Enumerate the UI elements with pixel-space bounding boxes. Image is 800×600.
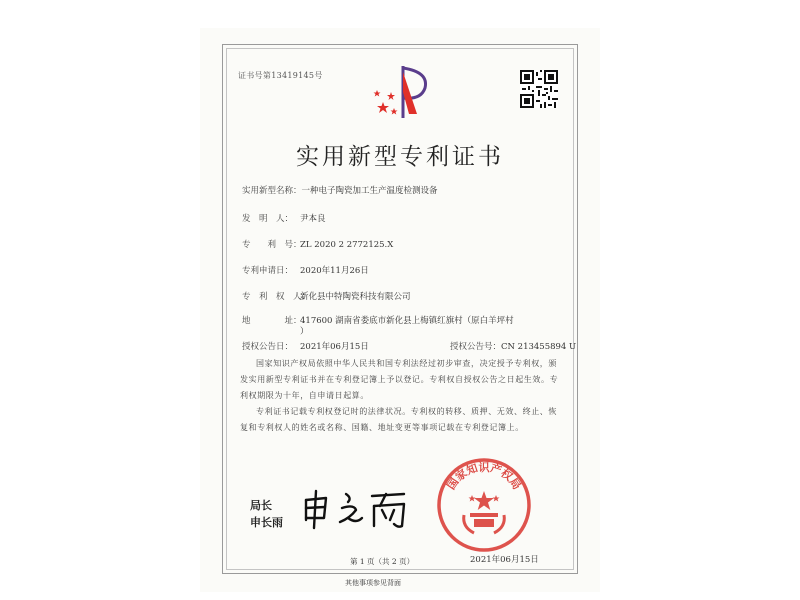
footer-note: 其他事项参见背面 <box>345 579 401 587</box>
field-label: 实用新型名称： <box>242 186 302 196</box>
field-label: 授权公告号： <box>450 342 502 352</box>
field-row-application-date <box>242 264 369 276</box>
field-row-announcement <box>242 340 576 352</box>
legal-status-paragraph: 专利证书记载专利权登记时的法律状况。专利权的转移、质押、无效、终止、恢复和专利权人的姓名或名称、国籍、地址变更等事项记载在专利登记簿上。 <box>240 407 557 432</box>
cnipa-logo-icon <box>365 62 435 126</box>
field-value: 2021年06月15日 <box>300 342 369 352</box>
field-row-inventor <box>242 212 326 224</box>
field-label: 发 明 人： <box>242 214 294 224</box>
field-value: CN 213455894 U <box>501 342 577 352</box>
page-indicator: 第 1 页（共 2 页） <box>350 557 415 566</box>
field-value: 417600 湖南省娄底市新化县上梅镇红旗村（原白羊坪村 <box>300 316 514 326</box>
certificate-title: 实用新型专利证书 <box>296 144 504 170</box>
field-label: 专 利 权 人： <box>242 292 311 302</box>
field-value: 尹本良 <box>300 214 326 224</box>
field-value: 一种电子陶瓷加工生产温度检测设备 <box>301 186 438 196</box>
field-value: 2020年11月26日 <box>300 266 369 276</box>
field-row-patentee <box>242 290 411 302</box>
field-address-continuation: ） <box>300 327 309 337</box>
seal-date: 2021年06月15日 <box>470 555 539 565</box>
signature-icon <box>300 488 420 536</box>
field-value: ZL 2020 2 2772125.X <box>300 240 394 250</box>
qr-code-icon <box>520 70 558 108</box>
field-row-patent-number <box>242 238 393 250</box>
field-label: 授权公告日： <box>242 342 294 352</box>
svg-text:国家知识产权局: 国家知识产权局 <box>444 461 524 493</box>
field-value: 新化县中特陶瓷科技有限公司 <box>300 292 411 302</box>
field-label: 专 利 号： <box>242 240 302 250</box>
official-seal-icon <box>434 455 534 559</box>
field-label: 地 址： <box>242 316 302 326</box>
certificate-number: 证书号第13419145号 <box>238 71 323 80</box>
grant-paragraph: 国家知识产权局依照中华人民共和国专利法经过初步审查，决定授予专利权，颁发实用新型专利证书并在专利登记簿上予以登记。专利权自授权公告之日起生效。专利权期限为十年，自申请日起算。 <box>240 359 559 400</box>
director-name: 申长雨 <box>250 516 283 529</box>
director-title: 局长 <box>250 499 272 512</box>
field-row-utility-name <box>242 184 438 196</box>
field-row-address <box>242 314 514 326</box>
field-label: 专利申请日： <box>242 266 294 276</box>
